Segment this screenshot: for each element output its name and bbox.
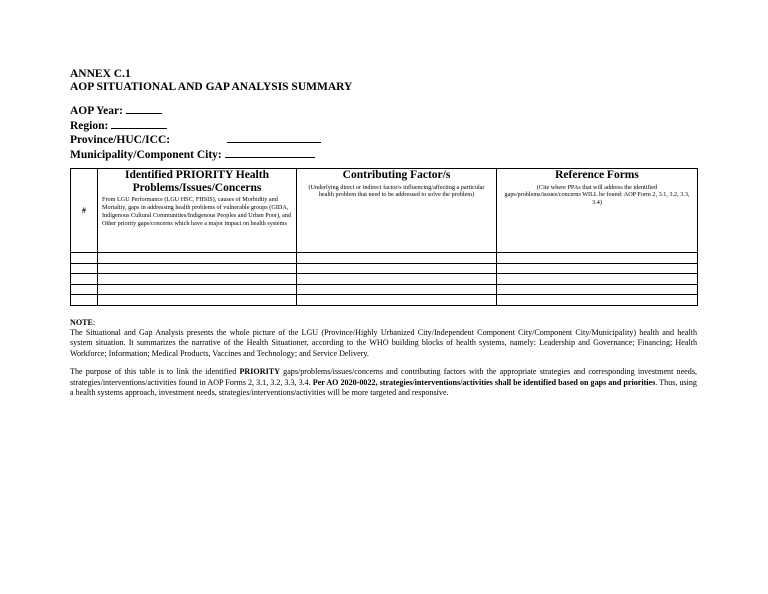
table-cell[interactable] — [71, 263, 98, 274]
contributing-factors-header — [297, 169, 497, 253]
note-section — [70, 318, 697, 399]
table-row — [71, 284, 698, 295]
document-page — [70, 68, 697, 398]
table-cell[interactable] — [71, 295, 98, 306]
table-row — [71, 263, 698, 274]
region-field — [70, 119, 697, 134]
note-text-2c: gaps/problems/issues/concerns and contributing factors with the appropriate strategies and corresponding investment needs, strategies/interventions/activities found in AOP Forms 2, 3.1, 3.2, 3.3, 3.4. — [70, 367, 697, 387]
table-cell[interactable] — [297, 295, 497, 306]
note-text-2e: . Thus, using a health systems approach, investment needs, strategies/interventions/activities will be more targeted and responsive. — [70, 377, 697, 397]
aop-year-label: AOP Year: — [70, 105, 123, 117]
table-cell[interactable] — [497, 253, 698, 264]
table-cell[interactable] — [297, 253, 497, 264]
table-cell[interactable] — [497, 274, 698, 285]
reference-forms-title: Reference Forms — [555, 169, 639, 181]
table-cell[interactable] — [297, 263, 497, 274]
annex-label: ANNEX C.1 — [70, 68, 131, 80]
table-cell[interactable] — [497, 284, 698, 295]
aop-year-blank[interactable] — [126, 104, 162, 114]
table-cell[interactable] — [98, 263, 297, 274]
note-label: NOTE — [70, 317, 93, 327]
province-field — [70, 133, 697, 148]
table-cell[interactable] — [98, 284, 297, 295]
gap-analysis-table — [70, 168, 698, 306]
table-cell[interactable] — [497, 295, 698, 306]
table-row — [71, 274, 698, 285]
note-text-1: The Situational and Gap Analysis presents the whole picture of the LGU (Province/Highly Urbanized City/Independent Component City/Component City/Municipality) health and health system situation. It summarizes the narrative of the Health Situationer, according to the WHO building blocks of health systems, namely: Leadership and Governance; Financing; Health Workforce; Information; Medical Products, Vaccines and Technology; and Service Delivery. — [70, 327, 697, 358]
table-cell[interactable] — [497, 263, 698, 274]
municipality-label: Municipality/Component City: — [70, 148, 222, 161]
region-blank[interactable] — [111, 119, 167, 129]
priority-problems-title: Identified PRIORITY Health Problems/Issues/Concerns — [125, 169, 269, 194]
priority-problems-header — [98, 169, 297, 253]
table-cell[interactable] — [297, 274, 497, 285]
region-label: Region: — [70, 119, 109, 132]
note-text-2b: PRIORITY — [239, 367, 280, 377]
contributing-factors-title: Contributing Factor/s — [342, 169, 451, 181]
table-header-row — [71, 169, 698, 253]
note-paragraph-1: NOTE: The Situational and Gap Analysis presents the whole picture of the LGU (Province/Highly Urbanized City/Independent Component City/Component City/Municipality) health and health system situation. It summarizes the narrative of the Health Situationer, according to the WHO building blocks of health systems, namely: Leadership and Governance; Financing; Health Workforce; Information; Medical Products, Vaccines and Technology; and Service Delivery. — [70, 317, 697, 358]
note-text-2d: Per AO 2020-0022, strategies/interventions/activities shall be identified based on gaps and priorities — [312, 377, 656, 387]
table-row — [71, 295, 698, 306]
table-cell[interactable] — [297, 284, 497, 295]
table-row — [71, 253, 698, 264]
municipality-field — [70, 148, 697, 163]
table-cell[interactable] — [71, 284, 98, 295]
table-cell[interactable] — [98, 295, 297, 306]
priority-problems-description: From LGU Performance (LGU HSC, FHSIS), causes of Morbidity and Mortality, gaps in addressing health problems of vulnerable groups (GIDA, Indigenous Cultural Communities/Indigenous Peoples and Urban Poor), and Other priority gaps/concerns which have a major impact on health systems — [102, 196, 292, 227]
reference-forms-description: (Cite where PPAs that will address the identified gaps/problems/issues/concerns WILL be found: AOP Form 2, 3.1, 3.2, 3.3, 3.4) — [504, 183, 690, 206]
contributing-factors-description: (Underlying direct or indirect factor/s influencing/affecting a particular health problem that need to be addressed to solve the problem) — [308, 183, 485, 199]
number-column-header: # — [71, 169, 98, 253]
aop-year-field — [70, 104, 697, 119]
reference-forms-header — [497, 169, 698, 253]
municipality-blank[interactable] — [225, 148, 315, 158]
table-cell[interactable] — [71, 274, 98, 285]
note-paragraph-2 — [70, 367, 697, 398]
form-fields — [70, 104, 697, 162]
document-title: AOP SITUATIONAL AND GAP ANALYSIS SUMMARY — [70, 81, 353, 93]
province-blank[interactable] — [227, 133, 321, 143]
table-cell[interactable] — [98, 253, 297, 264]
note-text-2a: The purpose of this table is to link the identified — [70, 367, 240, 377]
table-cell[interactable] — [71, 253, 98, 264]
table-cell[interactable] — [98, 274, 297, 285]
province-label: Province/HUC/ICC: — [70, 134, 171, 146]
